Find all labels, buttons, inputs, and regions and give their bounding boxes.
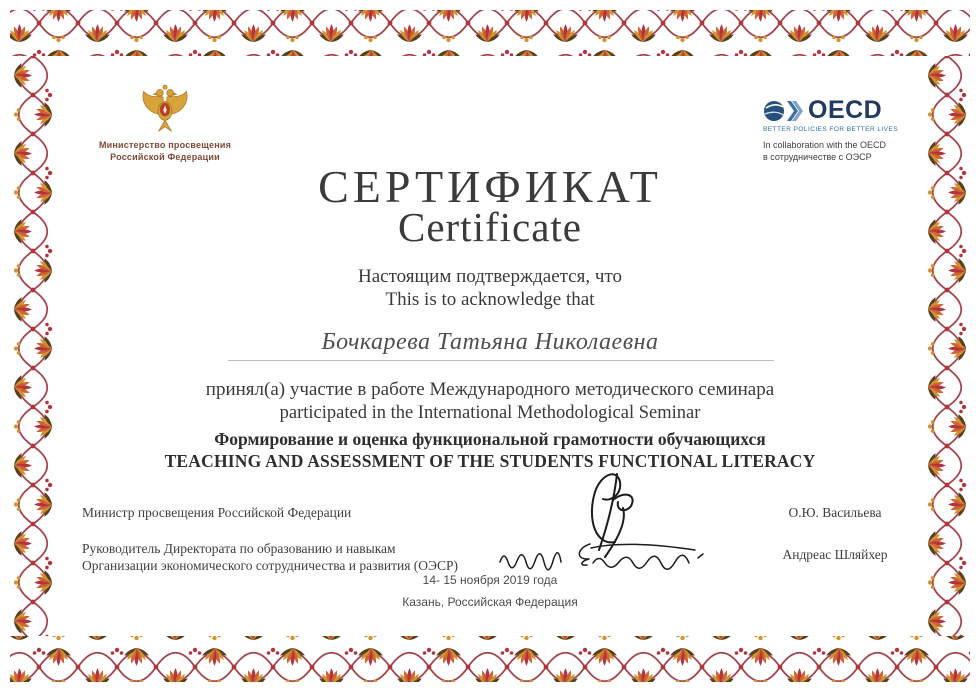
recipient-name-rule (228, 360, 774, 361)
participation-ru: принял(а) участие в работе Международного методического семинара (205, 379, 775, 400)
oecd-logo (763, 98, 923, 123)
oecd-director-title-line2: Организации экономического сотрудничества и развития (ОЭСР) (82, 557, 458, 573)
oecd-acronym: OECD (808, 96, 883, 124)
participation-en: participated in the International Methodological Seminar (279, 403, 701, 423)
event-dates: 14- 15 ноября 2019 года (422, 573, 558, 587)
ministry-block (80, 84, 250, 163)
oecd-tagline: BETTER POLICIES FOR BETTER LIVES (763, 126, 899, 133)
oecd-block (763, 98, 923, 163)
oecd-collab-en: In collaboration with the OECD (763, 140, 887, 150)
acknowledgement-ru: Настоящим подтверждается, что (358, 266, 622, 287)
minister-title: Министр просвещения Российской Федерации (82, 505, 352, 520)
recipient-name: Бочкарева Татьяна Николаевна (321, 329, 659, 355)
oecd-director-name: Андреас Шляйхер (782, 547, 888, 562)
oecd-collab-ru: в сотрудничестве с ОЭСР (763, 152, 872, 163)
minister-name: О.Ю. Васильева (788, 505, 882, 520)
acknowledgement-en: This is to acknowledge that (385, 289, 595, 310)
certificate-title-en: Certificate (397, 204, 582, 250)
oecd-director-title (82, 541, 512, 575)
certificate-title-ru: СЕРТИФИКАТ (318, 161, 662, 212)
oecd-director-title-line1: Руководитель Директората по образованию и навыкам (82, 541, 396, 556)
schleicher-signature (495, 462, 710, 574)
seminar-title-en: TEACHING AND ASSESSMENT OF THE STUDENTS FUNCTIONAL LITERACY (164, 451, 816, 471)
event-location: Казань, Российская Федерация (402, 595, 578, 609)
ministry-emblem-icon (137, 84, 193, 136)
oecd-globe-icon (763, 99, 805, 123)
ministry-name-line1: Министерство просвещения (98, 140, 232, 150)
seminar-title-ru: Формирование и оценка функциональной грамотности обучающихся (214, 429, 766, 449)
ministry-name-line2: Российской Федерации (110, 151, 220, 162)
